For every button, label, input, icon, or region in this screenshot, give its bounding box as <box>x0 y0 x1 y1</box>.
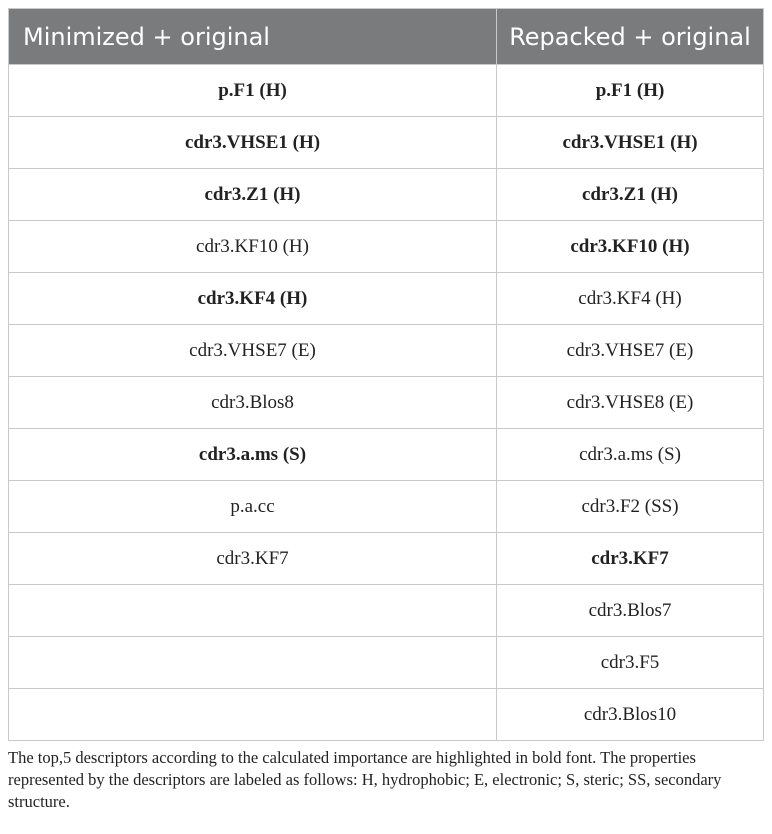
cell-repacked: cdr3.Blos10 <box>497 689 764 741</box>
table-row <box>9 325 764 377</box>
cell-repacked: cdr3.Z1 (H) <box>497 169 764 221</box>
cell-repacked: cdr3.KF4 (H) <box>497 273 764 325</box>
table-row <box>9 65 764 117</box>
cell-minimized: cdr3.Blos8 <box>9 377 497 429</box>
descriptor-table <box>8 8 764 741</box>
cell-minimized: cdr3.a.ms (S) <box>9 429 497 481</box>
cell-minimized: cdr3.KF10 (H) <box>9 221 497 273</box>
cell-minimized: cdr3.VHSE1 (H) <box>9 117 497 169</box>
cell-repacked: cdr3.a.ms (S) <box>497 429 764 481</box>
table-row <box>9 585 764 637</box>
table-row <box>9 481 764 533</box>
cell-minimized <box>9 637 497 689</box>
table-row <box>9 429 764 481</box>
table-row <box>9 169 764 221</box>
cell-repacked: cdr3.Blos7 <box>497 585 764 637</box>
cell-repacked: cdr3.KF10 (H) <box>497 221 764 273</box>
table-row <box>9 221 764 273</box>
table-row <box>9 689 764 741</box>
cell-minimized: p.a.cc <box>9 481 497 533</box>
table-footnote: The top,5 descriptors according to the calculated importance are highlighted in bold font. The properties represented by the descriptors are labeled as follows: H, hydrophobic; E, electronic; S, steric; SS, secondary structure. <box>8 748 722 811</box>
table-header-row <box>9 9 764 65</box>
descriptor-table-container <box>8 8 763 741</box>
table-body <box>9 65 764 741</box>
table-row <box>9 377 764 429</box>
table-row <box>9 637 764 689</box>
header-repacked-original: Repacked + original <box>497 9 764 65</box>
table-row <box>9 273 764 325</box>
cell-minimized: cdr3.KF7 <box>9 533 497 585</box>
cell-minimized: p.F1 (H) <box>9 65 497 117</box>
cell-repacked: cdr3.F5 <box>497 637 764 689</box>
table-row <box>9 533 764 585</box>
cell-repacked: cdr3.VHSE7 (E) <box>497 325 764 377</box>
cell-minimized: cdr3.Z1 (H) <box>9 169 497 221</box>
cell-minimized <box>9 689 497 741</box>
table-row <box>9 117 764 169</box>
header-minimized-original: Minimized + original <box>9 9 497 65</box>
cell-repacked: cdr3.VHSE8 (E) <box>497 377 764 429</box>
cell-repacked: cdr3.KF7 <box>497 533 764 585</box>
cell-repacked: p.F1 (H) <box>497 65 764 117</box>
cell-repacked: cdr3.F2 (SS) <box>497 481 764 533</box>
cell-minimized: cdr3.KF4 (H) <box>9 273 497 325</box>
cell-minimized: cdr3.VHSE7 (E) <box>9 325 497 377</box>
cell-minimized <box>9 585 497 637</box>
cell-repacked: cdr3.VHSE1 (H) <box>497 117 764 169</box>
